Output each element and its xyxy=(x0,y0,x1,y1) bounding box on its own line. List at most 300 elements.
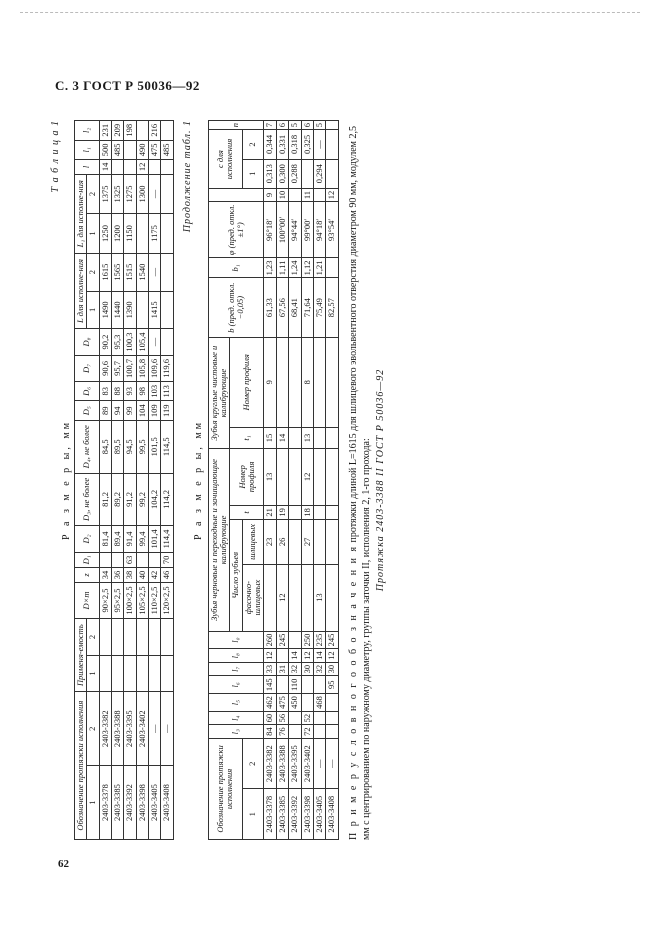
table1-cell: 46 xyxy=(161,568,173,583)
table2-col-profile: Номер профиля xyxy=(230,449,264,505)
table1-col-l1-len: L₁ для исполне-ния xyxy=(75,174,87,253)
table1-cell: 89,2 xyxy=(112,473,124,526)
table1-col-l: L для исполне-ния xyxy=(75,253,87,329)
table1-col-l1: l₁ xyxy=(75,140,100,159)
table-1 xyxy=(74,120,174,840)
table1-sub-cell: 2 xyxy=(87,692,99,766)
table2-cell: 110 xyxy=(289,676,301,694)
table2-caption: Р а з м е р ы, мм xyxy=(192,419,204,541)
table1-cell xyxy=(124,140,136,159)
table2-cell xyxy=(326,711,338,725)
table-row xyxy=(301,121,313,840)
table2-cell: 12 xyxy=(326,188,338,202)
table2-cell xyxy=(326,520,338,564)
table1-cell xyxy=(124,160,136,175)
table2-cell: 23 xyxy=(264,520,276,564)
table2-cell: 72 xyxy=(301,725,313,739)
table1-cell: 12 xyxy=(136,160,148,175)
table1-cell: 2403-3392 xyxy=(124,766,136,840)
table1-cell: 63 xyxy=(124,552,136,567)
table2-cell xyxy=(289,520,301,564)
table2-cell xyxy=(276,449,288,505)
table1-cell: 2403-3385 xyxy=(112,766,124,840)
table2-cell xyxy=(289,505,301,520)
table1-cell xyxy=(161,619,173,656)
table2-col-l7: l₇ xyxy=(208,662,264,676)
table2-cell: 12 xyxy=(264,649,276,663)
table1-cell: 36 xyxy=(112,568,124,583)
table2-col-n: n xyxy=(208,121,264,130)
table1-cell xyxy=(136,121,148,141)
table1-cell: 89,4 xyxy=(112,526,124,552)
table1-cell: 99,2 xyxy=(136,473,148,526)
table2-col-blank xyxy=(208,188,264,202)
table2-cell: 12 xyxy=(326,649,338,663)
table1-cell: 1615 xyxy=(99,253,111,291)
table2-col-phi: φ (пред. откл. ±1°) xyxy=(208,202,264,258)
table2-cell: 1,21 xyxy=(313,258,325,278)
table1-cell: 95×2,5 xyxy=(112,582,124,618)
table2-cell: 6 xyxy=(276,121,288,130)
table1-label: Т а б л и ц а 1 xyxy=(50,120,61,193)
table1-cell: 231 xyxy=(99,121,111,141)
table1-sub-cell: 2 xyxy=(87,619,99,656)
example-product: Протяжка 2403-3388 II ГОСТ Р 50036—92 xyxy=(374,368,386,592)
table1-cell: 38 xyxy=(124,568,136,583)
table1-cell: 1440 xyxy=(112,291,124,329)
table1-col-d1: D₁ xyxy=(75,552,100,567)
table1-cell: 1200 xyxy=(112,214,124,253)
table2-cell: 71,64 xyxy=(301,278,313,338)
table2-cell xyxy=(313,427,325,449)
table1-cell xyxy=(161,655,173,692)
table1-cell: 1275 xyxy=(124,174,136,213)
table1-cell: 120×2,5 xyxy=(161,582,173,618)
table2-cell: 56 xyxy=(276,711,288,725)
table1-cell: 500 xyxy=(99,140,111,159)
table2-cell: 0,300 xyxy=(276,159,288,188)
table2-cell: 96°18′ xyxy=(264,202,276,258)
table2-cell xyxy=(326,159,338,188)
table2-cell: 12 xyxy=(276,564,288,631)
table1-cell: 104 xyxy=(136,401,148,420)
top-rule xyxy=(20,12,640,13)
table2-cell: 0,318 xyxy=(289,130,301,159)
table1-cell: 103 xyxy=(149,382,161,401)
table-row xyxy=(326,121,338,840)
table2-cell: 52 xyxy=(301,711,313,725)
table2-cell: 18 xyxy=(301,505,313,520)
table1-cell: 99,5 xyxy=(136,420,148,473)
table2-cell: — xyxy=(313,130,325,159)
table2-col-profile-2: Номер профиля xyxy=(230,337,264,427)
table2-cell xyxy=(264,564,276,631)
table1-cell xyxy=(112,619,124,656)
table2-cell: 250 xyxy=(301,631,313,649)
table1-cell: 1150 xyxy=(124,214,136,253)
table2-col-l4: l₄ xyxy=(208,711,264,725)
table2-cell: 68,41 xyxy=(289,278,301,338)
table2-cell: 14 xyxy=(313,649,325,663)
table2-col-teeth-count: Число зубьев xyxy=(230,520,242,631)
table2-cell: 95 xyxy=(326,676,338,694)
table2-cell: 5 xyxy=(313,121,325,130)
table2-cell: 11 xyxy=(301,188,313,202)
table1-cell: 42 xyxy=(149,568,161,583)
table1-cell: 89,5 xyxy=(112,420,124,473)
table1-cell: 1515 xyxy=(124,253,136,291)
table2-cell: 99°00′ xyxy=(301,202,313,258)
table2-cell xyxy=(289,188,301,202)
table2-cell xyxy=(313,337,325,427)
table1-col-designation: Обозначение протяжки исполнения xyxy=(75,692,87,840)
table1-cell: 2403-3378 xyxy=(99,766,111,840)
table2-col-t: t xyxy=(230,505,264,520)
table2-cell: 19 xyxy=(276,505,288,520)
table1-cell: 81,4 xyxy=(99,526,111,552)
table1-cell: 70 xyxy=(161,552,173,567)
table1-cell: — xyxy=(149,329,161,355)
table2-cell: 2403-3388 xyxy=(276,738,288,789)
table1-body xyxy=(99,121,173,840)
table2-col-c: c для исполнения xyxy=(208,130,242,188)
table1-col-l2: l₂ xyxy=(75,121,100,141)
table1-cell: 485 xyxy=(112,140,124,159)
table2-cell xyxy=(289,725,301,739)
table2-cell: 12 xyxy=(301,449,313,505)
table2-col-l6: l₆ xyxy=(208,676,264,694)
table2-cell: 2403-3405 xyxy=(313,789,325,840)
table2-cell: 94°18′ xyxy=(313,202,325,258)
table2-cell xyxy=(313,676,325,694)
table1-cell: 2403-3398 xyxy=(136,766,148,840)
table2-col-t1: t₁ xyxy=(230,427,264,449)
table1-cell: 1250 xyxy=(99,214,111,253)
table-row xyxy=(149,121,161,840)
table2-cell xyxy=(326,337,338,427)
table1-col-d2: D₂ xyxy=(75,526,100,552)
table1-col-d6: D₆ xyxy=(75,382,100,401)
table1-caption: Р а з м е р ы, мм xyxy=(61,419,72,541)
table2-col-spline: шлицевых xyxy=(242,520,264,564)
table2-cell xyxy=(276,337,288,427)
table1-cell: 2403-3405 xyxy=(149,766,161,840)
table2-cell xyxy=(326,725,338,739)
table2-cell xyxy=(326,427,338,449)
table2-cell: 30 xyxy=(326,662,338,676)
table2-cell: 260 xyxy=(264,631,276,649)
table2-cell xyxy=(301,159,313,188)
table2-cell: 32 xyxy=(313,662,325,676)
table2-cell: 2403-3378 xyxy=(264,789,276,840)
table1-cell: 14 xyxy=(99,160,111,175)
table2-cell: 2403-3385 xyxy=(276,789,288,840)
table1-cell: 114,2 xyxy=(161,473,173,526)
table1-cell: 490 xyxy=(136,140,148,159)
table2-cell xyxy=(289,449,301,505)
table2-cell: 14 xyxy=(276,427,288,449)
table1-cell xyxy=(112,160,124,175)
table2-cell xyxy=(326,449,338,505)
table-row xyxy=(264,121,276,840)
table1-cell: 94,5 xyxy=(124,420,136,473)
table1-cell: 40 xyxy=(136,568,148,583)
table2-cell: 1,12 xyxy=(301,258,313,278)
table1-sub-cell: 1 xyxy=(87,291,99,329)
table2-cell: 12 xyxy=(301,649,313,663)
table1-cell: 209 xyxy=(112,121,124,141)
table1-cell: 93 xyxy=(124,382,136,401)
table1-cell: 1540 xyxy=(136,253,148,291)
table2-cell: 145 xyxy=(264,676,276,694)
table1-cell: 2403-3402 xyxy=(136,692,148,766)
table1-cell: 101,4 xyxy=(149,526,161,552)
table1-cell: 475 xyxy=(149,140,161,159)
table2-cell xyxy=(276,649,288,663)
table2-cell: 21 xyxy=(264,505,276,520)
table2-col-b: b (пред. откл. −0,05) xyxy=(208,278,264,338)
table2-cell: 245 xyxy=(276,631,288,649)
table1-cell: — xyxy=(161,692,173,766)
example-paragraph xyxy=(347,120,388,840)
example-text: протяжки длиной L=1615 для шлицевого эвольвентного отверстия диаметром 90 мм, модулем 2,5 мм с центрированием по наружному диаметру, группы заточки II, исполнения 2, 1-го прохода: xyxy=(347,126,373,840)
table2-col-l8: l₈ xyxy=(208,649,264,663)
table1-cell xyxy=(149,619,161,656)
table2-cell: 31 xyxy=(276,662,288,676)
table2-cell: 0,294 xyxy=(313,159,325,188)
table2-cell: 13 xyxy=(301,427,313,449)
table1-col-dxm: D×m xyxy=(75,582,100,618)
table2-cell: 462 xyxy=(264,694,276,712)
table1-cell: 119,6 xyxy=(161,355,173,381)
table2-sub-cell: 1 xyxy=(242,159,264,188)
table2-body xyxy=(264,121,338,840)
page-header: С. 3 ГОСТ Р 50036—92 xyxy=(55,78,200,93)
table2-cell: 1,11 xyxy=(276,258,288,278)
table1-header-row xyxy=(75,121,87,840)
table2-col-l0: l₀ xyxy=(208,631,264,649)
table1-cell: 98 xyxy=(136,382,148,401)
table2-cell: 84 xyxy=(264,725,276,739)
table-row xyxy=(112,121,124,840)
table2-cell xyxy=(326,564,338,631)
table1-cell: 88 xyxy=(112,382,124,401)
table1-cell xyxy=(161,291,173,329)
table1-cell: 105×2,5 xyxy=(136,582,148,618)
table2-cell: 2403-3382 xyxy=(264,738,276,789)
table2-cell: 93°54′ xyxy=(326,202,338,258)
table1-cell: 1175 xyxy=(149,214,161,253)
table2-cell xyxy=(301,694,313,712)
example-lead: П р и м е р у с л о в н о г о о б о з н а ч е н и я xyxy=(347,544,359,840)
table1-cell xyxy=(136,291,148,329)
table1-cell: 90,2 xyxy=(99,329,111,355)
table2-cell xyxy=(313,725,325,739)
table1-cell xyxy=(161,121,173,141)
table1-cell: 1325 xyxy=(112,174,124,213)
table1-cell: 99 xyxy=(124,401,136,420)
table1-cell: 1390 xyxy=(124,291,136,329)
table1-cell: 1375 xyxy=(99,174,111,213)
table2-cell xyxy=(326,130,338,159)
table1-cell: 90,6 xyxy=(99,355,111,381)
table2-sub-cell: 2 xyxy=(242,738,264,789)
table2-cell: 2403-3398 xyxy=(301,789,313,840)
table2-cell: 61,33 xyxy=(264,278,276,338)
table2-cell: 15 xyxy=(264,427,276,449)
table2-cell xyxy=(313,449,325,505)
table2-cell: 94°44′ xyxy=(289,202,301,258)
table1-col-d7: D₇ xyxy=(75,355,100,381)
table2-cell: 8 xyxy=(301,337,313,427)
table2-cell: 475 xyxy=(276,694,288,712)
table2-cell xyxy=(301,676,313,694)
table1-cell xyxy=(149,552,161,567)
table1-sub-cell: 2 xyxy=(87,253,99,291)
table1-cell: 109,6 xyxy=(149,355,161,381)
table1-cell: 34 xyxy=(99,568,111,583)
table1-cell: 2403-3388 xyxy=(112,692,124,766)
table1-cell xyxy=(136,552,148,567)
table1-cell: 1300 xyxy=(136,174,148,213)
table2-cell xyxy=(326,258,338,278)
table2-cell xyxy=(313,188,325,202)
table2-cell: 13 xyxy=(313,564,325,631)
table1-cell: 2403-3382 xyxy=(99,692,111,766)
table2-cell: 13 xyxy=(264,449,276,505)
table2-cell: 5 xyxy=(289,121,301,130)
table2-cell: 27 xyxy=(301,520,313,564)
table1-cell xyxy=(161,160,173,175)
table1-cell: 100×2,5 xyxy=(124,582,136,618)
table2-cell xyxy=(301,564,313,631)
table1-cell: 100,3 xyxy=(124,329,136,355)
table-2 xyxy=(208,120,339,840)
table2-cell xyxy=(313,505,325,520)
table1-cell: 2403-3408 xyxy=(161,766,173,840)
table1-cell xyxy=(112,655,124,692)
table1-cell: 90×2,5 xyxy=(99,582,111,618)
table1-cell: — xyxy=(149,692,161,766)
table2-cell: 0,313 xyxy=(264,159,276,188)
table1-cell: 110×2,5 xyxy=(149,582,161,618)
table2-col-chamfer: фасочно-шлицевых xyxy=(242,564,264,631)
table1-cell: 91,2 xyxy=(124,473,136,526)
table2-cell: 1,24 xyxy=(289,258,301,278)
table2-cell xyxy=(313,520,325,564)
table1-cell: 216 xyxy=(149,121,161,141)
table2-cell: 450 xyxy=(289,694,301,712)
table2-cell: 26 xyxy=(276,520,288,564)
table2-cell: 0,331 xyxy=(276,130,288,159)
table2-cell: 7 xyxy=(264,121,276,130)
table2-cell: 33 xyxy=(264,662,276,676)
table2-cell: 468 xyxy=(313,694,325,712)
table1-cell: 1490 xyxy=(99,291,111,329)
table1-cell: 1415 xyxy=(149,291,161,329)
table-row xyxy=(289,121,301,840)
table1-cell: 95,7 xyxy=(112,355,124,381)
table1-sub-cell: 1 xyxy=(87,214,99,253)
table2-sub-cell: 2 xyxy=(242,130,264,159)
table1-col-z: z xyxy=(75,568,100,583)
table1-cell: 89 xyxy=(99,401,111,420)
table1-cell xyxy=(161,214,173,253)
table2-cell: 60 xyxy=(264,711,276,725)
table1-cell xyxy=(99,619,111,656)
table1-cell: 105,4 xyxy=(136,329,148,355)
table-row xyxy=(276,121,288,840)
table1-cell xyxy=(149,655,161,692)
table-row xyxy=(161,121,173,840)
table2-cell xyxy=(326,121,338,130)
table1-col-l-small: l xyxy=(75,160,100,175)
table2-cell: 6 xyxy=(301,121,313,130)
table2-col-rough-teeth: Зубья черновые и переходные и зачищающие калибрующие xyxy=(208,449,230,631)
table2-cell: 2403-3402 xyxy=(301,738,313,789)
table1-cell xyxy=(149,160,161,175)
table1-sub-cell: 1 xyxy=(87,766,99,840)
table2-cell: 32 xyxy=(289,662,301,676)
table2-cell xyxy=(289,427,301,449)
table1-cell: 114,4 xyxy=(161,526,173,552)
table1-col-d4: D₄, не более xyxy=(75,420,100,473)
table-row xyxy=(99,121,111,840)
table2-cell: 67,56 xyxy=(276,278,288,338)
table1-cell: — xyxy=(149,253,161,291)
table2-cell: 0,344 xyxy=(264,130,276,159)
table1-cell xyxy=(136,655,148,692)
table1-cell: 101,5 xyxy=(149,420,161,473)
table1-cell: 104,2 xyxy=(149,473,161,526)
table1-cell xyxy=(161,253,173,291)
table2-cell: 10 xyxy=(276,188,288,202)
table1-sub-cell: 2 xyxy=(87,174,99,213)
table2-cell: — xyxy=(326,738,338,789)
page-number: 62 xyxy=(58,858,69,870)
table2-sub-cell: 1 xyxy=(242,789,264,840)
table2-col-l3: l₃ xyxy=(208,725,264,739)
table1-cell: 119 xyxy=(161,401,173,420)
table2-col-l5: l₅ xyxy=(208,694,264,712)
table1-cell: 114,5 xyxy=(161,420,173,473)
table1-cell: 81,2 xyxy=(99,473,111,526)
table2-cell: 9 xyxy=(264,337,276,427)
table1-cell: 99,4 xyxy=(136,526,148,552)
table1-cell: 2403-3395 xyxy=(124,692,136,766)
table1-cell xyxy=(99,655,111,692)
table1-cell: 83 xyxy=(99,382,111,401)
table2-cell: 2403-3395 xyxy=(289,738,301,789)
table1-col-applicability: Применя-емость xyxy=(75,619,87,692)
table1-cell xyxy=(124,619,136,656)
table2-col-round-teeth: Зубья круглые чистовые и калибрующие xyxy=(208,337,230,448)
table1-cell xyxy=(99,552,111,567)
table2-cell: 100°00′ xyxy=(276,202,288,258)
table2-cell xyxy=(276,676,288,694)
table1-col-d3: D₃, не более xyxy=(75,473,100,526)
table2-cell: 0,288 xyxy=(289,159,301,188)
table2-cell xyxy=(289,711,301,725)
table-row xyxy=(313,121,325,840)
table1-cell: 1565 xyxy=(112,253,124,291)
table1-cell: 113 xyxy=(161,382,173,401)
table1-cell: — xyxy=(149,174,161,213)
table1-col-d8: D₈ xyxy=(75,329,100,355)
table1-cell xyxy=(161,329,173,355)
table2-cell: 2403-3392 xyxy=(289,789,301,840)
table1-cell: 109 xyxy=(149,401,161,420)
